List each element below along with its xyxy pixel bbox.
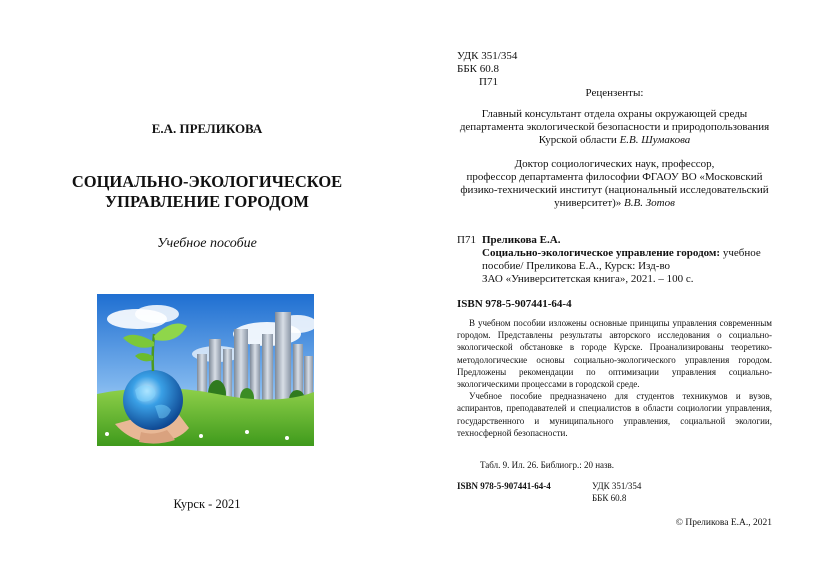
entry-type: учебное xyxy=(720,247,761,259)
reviewer-1 xyxy=(457,108,772,147)
reviewer-1-org: Курской области xyxy=(538,134,620,146)
globe-sprout-city-image xyxy=(97,294,314,446)
reviewer-1-line1: Главный консультант отдела охраны окружающей среды xyxy=(481,108,748,120)
classification-bottom xyxy=(592,481,641,504)
reviewer-2-line3: физико-технический институт (национальный исследовательский xyxy=(460,184,769,196)
city-year: Курск - 2021 xyxy=(173,497,241,511)
entry-line1 xyxy=(482,247,774,260)
book-subtitle: Учебное пособие xyxy=(157,236,257,251)
book-title-line2: УПРАВЛЕНИЕ ГОРОДОМ xyxy=(105,192,309,211)
entry-line3: ЗАО «Университетская книга», 2021. – 100 с. xyxy=(482,273,694,285)
reviewers-heading: Рецензенты: xyxy=(585,87,644,99)
reviewer-2-line1: Доктор социологических наук, профессор, xyxy=(514,158,715,170)
udk-bottom: УДК 351/354 xyxy=(592,481,642,491)
entry-title: Социально-экологическое управление городом: xyxy=(482,247,721,259)
reviewer-2-org: университет)» xyxy=(554,197,625,209)
isbn: ISBN 978-5-907441-64-4 xyxy=(457,298,572,310)
reviewer-1-line3 xyxy=(457,134,772,147)
reviewer-1-name: Е.В. Шумакова xyxy=(619,134,691,146)
annotation xyxy=(457,317,772,439)
author-mark: П71 xyxy=(479,76,498,88)
bbk-code: ББК 60.8 xyxy=(457,63,499,75)
author-name: Е.А. ПРЕЛИКОВА xyxy=(151,121,263,136)
book-title xyxy=(54,172,360,212)
reviewer-1-line2: департамента экологической безопасности и природопользования xyxy=(459,121,770,133)
reviewer-2-line2: профессор департамента философии ФГАОУ ВО «Московский xyxy=(466,171,763,183)
bibliographic-entry xyxy=(482,234,774,286)
tables-illustrations-note: Табл. 9. Ил. 26. Библиогр.: 20 назв. xyxy=(480,460,615,470)
bbk-bottom: ББК 60.8 xyxy=(592,492,627,503)
entry-code: П71 xyxy=(457,234,476,246)
classification-block xyxy=(457,50,517,89)
annotation-paragraph-2: Учебное пособие предназначено для студентов техникумов и вузов, аспирантов, преподавателей и специалистов в области социологии управления, государственного и муниципального управления, социальной экологии, техносферной безопасности. xyxy=(457,391,772,438)
cover-illustration xyxy=(97,294,314,446)
annotation-paragraph-1: В учебном пособии изложены основные принципы управления современным городом. Представлены результаты авторского исследования о социально-экологической обстановке в городе Курске. Проанализированы теоретико-методологические основы социально-экологического управления городом. Предложены рекомендации по оптимизации управления социально-экологическими процессами в городской среде. xyxy=(457,318,772,390)
book-title-line1: СОЦИАЛЬНО-ЭКОЛОГИЧЕСКОЕ xyxy=(71,172,343,191)
reviewer-2 xyxy=(457,158,772,210)
entry-line2: пособие/ Преликова Е.А., Курск: Изд-во xyxy=(482,260,671,272)
reviewer-2-name: В.В. Зотов xyxy=(624,197,675,209)
reviewer-2-line4 xyxy=(457,197,772,210)
isbn-bottom: ISBN 978-5-907441-64-4 xyxy=(457,481,551,491)
udk-code: УДК 351/354 xyxy=(457,50,518,62)
copyright: © Преликова Е.А., 2021 xyxy=(675,518,772,528)
entry-author: Преликова Е.А. xyxy=(482,234,561,246)
